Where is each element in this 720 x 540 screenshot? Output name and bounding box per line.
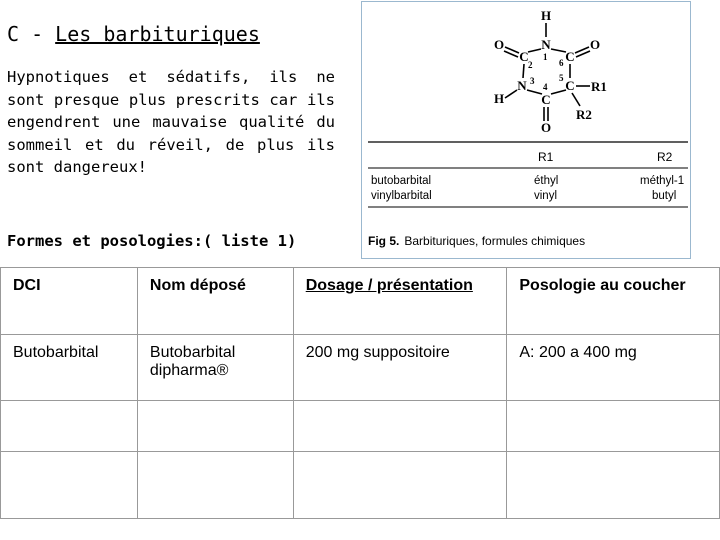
row-r2-methyl: méthyl-1 [640, 175, 685, 187]
atom-n1: N [541, 37, 551, 52]
ring-number-4: 4 [543, 82, 548, 92]
ring-number-2: 2 [528, 60, 533, 70]
forms-heading: Formes et posologies:( liste 1) [7, 232, 297, 250]
figure-caption [368, 234, 585, 248]
row-name-butobarbital: butobarbital [371, 175, 432, 187]
bond-c5-c4 [551, 90, 566, 94]
bond-c2-n3 [523, 64, 524, 78]
atom-o-right: O [589, 37, 601, 52]
cell-empty [507, 452, 720, 519]
barbiturate-structure-svg [362, 2, 690, 258]
atom-o-bottom: O [540, 120, 552, 135]
cell-empty [137, 452, 293, 519]
substituent-table [368, 142, 688, 248]
slide-title [7, 22, 260, 46]
cell-nom-depose: Butobarbital dipharma® [137, 335, 293, 401]
cell-dosage: 200 mg suppositoire [293, 335, 507, 401]
bond-n1-c2 [528, 49, 541, 52]
atom-c2: C [519, 49, 529, 64]
bond-n3-c4 [527, 90, 542, 94]
row-name-vinylbarbital: vinylbarbital [371, 190, 432, 202]
cell-dci: Butobarbital [1, 335, 138, 401]
substituent-r1: R1 [591, 79, 607, 94]
bond-h-n3 [505, 90, 517, 98]
caption-label: Fig 5. [368, 234, 400, 248]
structure-atoms [494, 8, 607, 135]
atom-c4: C [541, 92, 551, 107]
header-dosage: Dosage / présentation [293, 268, 507, 335]
cell-empty [1, 452, 138, 519]
caption-text: Barbituriques, formules chimiques [404, 234, 586, 248]
atom-n3: N [517, 78, 527, 93]
bond-n1-c6 [551, 49, 566, 52]
table-header-row [1, 268, 720, 335]
header-r2: R2 [657, 150, 673, 164]
ring-number-3: 3 [530, 76, 535, 86]
intro-paragraph: Hypnotiques et sédatifs, ils ne sont presque plus prescrits car ils engendrent une mauvaise qualité du sommeil et du réveil, de plus ils sont dangereux! [7, 68, 335, 176]
table-row [1, 401, 720, 452]
ring-number-5: 5 [559, 73, 564, 83]
title-prefix: C - [7, 22, 56, 46]
ring-numbers [528, 52, 564, 92]
header-dci: DCI [1, 268, 138, 335]
cell-empty [137, 401, 293, 452]
cell-posologie: A: 200 a 400 mg [507, 335, 720, 401]
cell-empty [293, 401, 507, 452]
bond-c5-r2 [572, 93, 580, 106]
header-posologie: Posologie au coucher [507, 268, 720, 335]
table-row [1, 452, 720, 519]
dosage-table [0, 267, 720, 519]
atom-c5: C [565, 78, 575, 93]
cell-empty [293, 452, 507, 519]
cell-empty [1, 401, 138, 452]
chemical-figure [361, 1, 691, 259]
atom-c6: C [565, 49, 575, 64]
atom-h-left: H [493, 91, 505, 106]
atom-h-top: H [540, 8, 552, 23]
title-main: Les barbituriques [55, 22, 260, 46]
substituent-r2: R2 [576, 107, 592, 122]
atom-o-left: O [493, 37, 505, 52]
header-nom-depose: Nom déposé [137, 268, 293, 335]
header-r1: R1 [538, 150, 554, 164]
table-row [1, 335, 720, 401]
ring-number-1: 1 [543, 52, 548, 62]
ring-number-6: 6 [559, 58, 564, 68]
row-r2-butyl: butyl [652, 190, 677, 202]
cell-empty [507, 401, 720, 452]
row-r1-vinyl: vinyl [534, 190, 558, 202]
row-r1-ethyl: éthyl [534, 175, 559, 187]
